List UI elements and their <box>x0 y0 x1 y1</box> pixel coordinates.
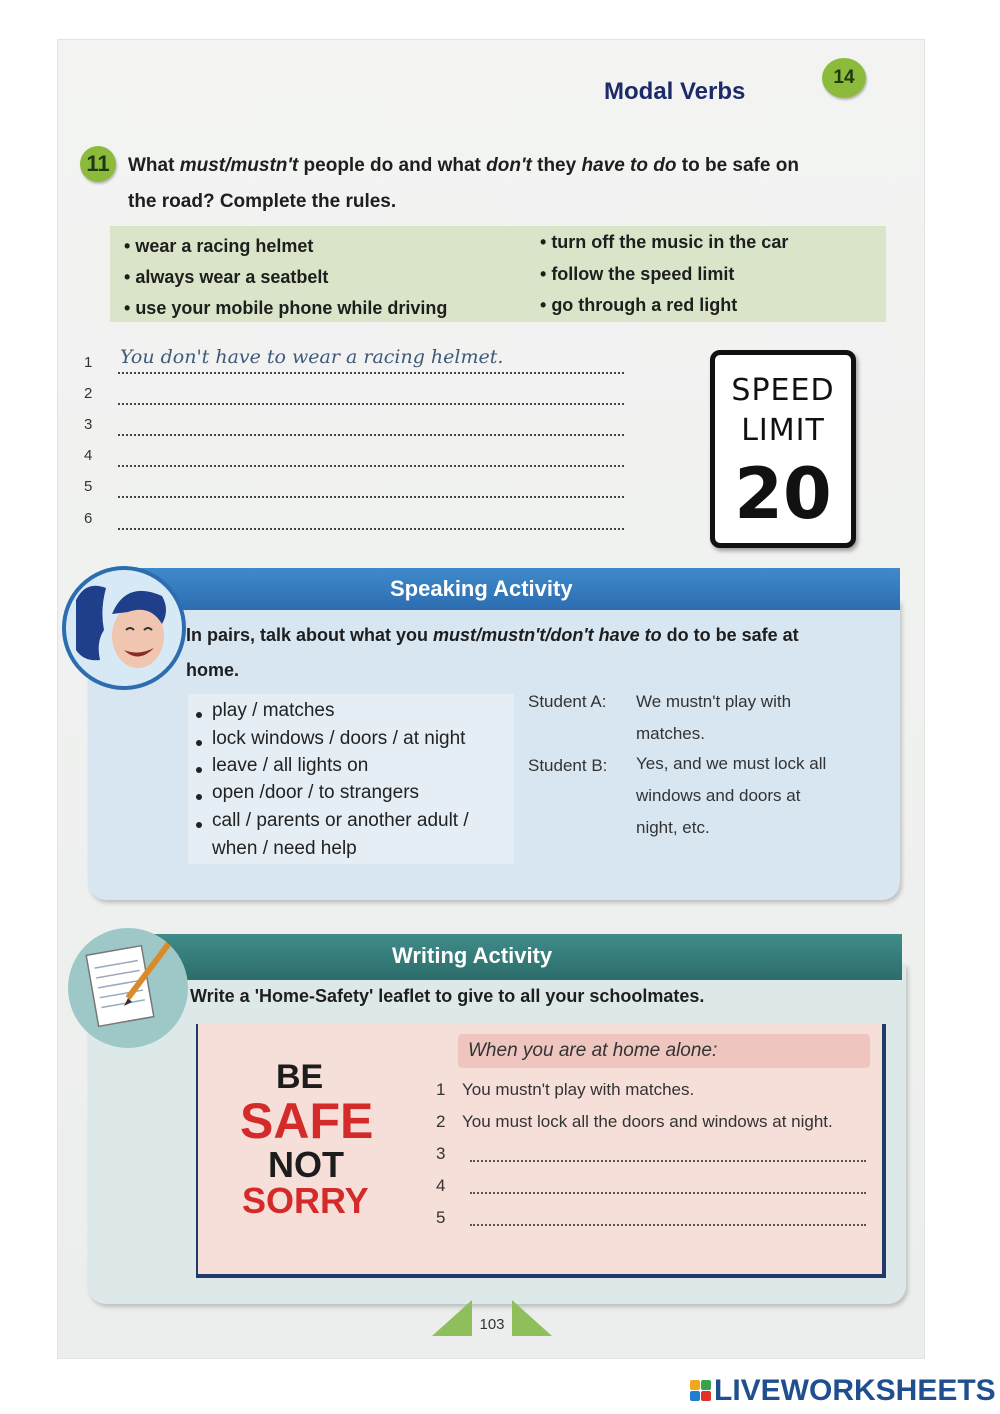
worksheet-page <box>58 40 924 1358</box>
instr-slash: / <box>225 155 231 176</box>
dialogue-line: Yes, and we must lock all <box>636 754 827 773</box>
phrase-item: • go through a red light <box>540 295 737 316</box>
dialogue-line: We mustn't play with <box>636 692 792 711</box>
instr-must: must <box>433 625 477 645</box>
answer-number: 6 <box>84 510 93 527</box>
chapter-title: Modal Verbs <box>604 78 746 105</box>
writing-title-bar <box>136 934 902 980</box>
dialogue-speaker: Student A: <box>528 692 607 711</box>
prompt-item: when / need help <box>212 838 357 859</box>
line-dotted <box>470 1192 866 1194</box>
speaking-title: Speaking Activity <box>390 576 573 601</box>
speaking-faces-icon <box>62 566 186 690</box>
bullet-icon <box>196 767 202 773</box>
dialogue-line: night, etc. <box>636 818 710 837</box>
dialogue-line: windows and doors at <box>636 786 801 805</box>
answer-line-5[interactable] <box>84 476 624 502</box>
answer-line-3[interactable] <box>84 414 624 440</box>
slogan-sorry: SORRY <box>242 1180 369 1221</box>
instr-slash: / <box>476 625 482 645</box>
leaflet-line-4[interactable] <box>436 1174 866 1200</box>
triangle-right-icon <box>512 1300 552 1336</box>
instr-text: In pairs, talk about what you <box>186 625 434 645</box>
leaflet-line-3[interactable] <box>436 1142 866 1168</box>
phrase-item: • follow the speed limit <box>540 264 734 285</box>
leaflet-heading: When you are at home alone: <box>468 1040 718 1061</box>
phrase-box <box>110 226 886 322</box>
phrase-item: • wear a racing helmet <box>124 236 313 257</box>
answer-number: 5 <box>84 478 93 495</box>
speaking-title-bar <box>130 568 900 610</box>
phrase-item: • always wear a seatbelt <box>124 267 328 288</box>
dialogue-line: matches. <box>636 724 705 743</box>
phrase-item: • use your mobile phone while driving <box>124 298 447 319</box>
answer-number: 3 <box>84 416 93 433</box>
writing-title: Writing Activity <box>392 943 553 968</box>
line-dotted <box>470 1160 866 1162</box>
answer-number: 4 <box>84 447 93 464</box>
slogan-be: BE <box>276 1058 324 1096</box>
prompt-item: leave / all lights on <box>212 755 369 776</box>
answer-dotted-line <box>118 528 624 530</box>
leaflet-heading-box <box>458 1034 870 1068</box>
sign-limit-text: LIMIT <box>741 413 825 448</box>
writing-instruction: Write a 'Home-Safety' leaflet to give to all your schoolmates. <box>190 986 705 1006</box>
prompt-item: call / parents or another adult / <box>212 810 469 831</box>
bullet-icon <box>196 822 202 828</box>
slogan-not: NOT <box>268 1144 344 1185</box>
bullet-icon <box>196 740 202 746</box>
instr-line2: home. <box>186 660 240 680</box>
bullet-icon <box>196 794 202 800</box>
answer-line-4[interactable] <box>84 445 624 471</box>
instr-must: must <box>179 155 226 176</box>
answer-line-1[interactable] <box>84 346 624 378</box>
answer-line-6[interactable] <box>84 508 624 534</box>
instr-dont-have-to: don't have to <box>550 625 662 645</box>
speaking-instruction <box>186 618 886 688</box>
bullet-icon <box>196 712 202 718</box>
line-dotted <box>470 1224 866 1226</box>
line-number: 3 <box>436 1144 446 1163</box>
leaflet-line-5[interactable] <box>436 1206 866 1232</box>
answer-line-2[interactable] <box>84 383 624 409</box>
answer-dotted-line <box>118 496 624 498</box>
instr-text: What <box>128 155 180 176</box>
prompt-item: lock windows / doors / at night <box>212 728 466 749</box>
instr-text: to be safe on <box>676 155 799 176</box>
liveworksheets-logo-icon <box>690 1380 710 1400</box>
unit-number-badge: 14 <box>822 58 866 98</box>
instr-have-to-do: have to do <box>581 155 677 176</box>
instr-slash: / <box>545 625 551 645</box>
line-text: You mustn't play with matches. <box>462 1080 695 1099</box>
instr-mustnt: mustn't <box>230 155 299 176</box>
slogan-safe: SAFE <box>240 1093 374 1149</box>
leaflet-line-2 <box>436 1110 866 1136</box>
triangle-left-icon <box>432 1300 472 1336</box>
exercise-number-badge: 11 <box>80 146 116 182</box>
prompt-item: play / matches <box>212 700 335 721</box>
instr-mustnt: mustn't <box>481 625 546 645</box>
line-number: 1 <box>436 1080 446 1099</box>
leaflet-line-1 <box>436 1078 866 1104</box>
answer-number: 2 <box>84 385 93 402</box>
safety-leaflet <box>196 1024 886 1278</box>
answer-number: 1 <box>84 354 93 371</box>
phrase-item: • turn off the music in the car <box>540 232 788 253</box>
instr-text: do to be safe at <box>661 625 799 645</box>
prompt-item: open /door / to strangers <box>212 782 420 803</box>
answer-dotted-line <box>118 372 624 374</box>
instr-text: they <box>531 155 582 176</box>
instr-dont: don't <box>486 155 532 176</box>
exercise-instruction <box>128 148 888 220</box>
instr-text: people do and what <box>298 155 487 176</box>
liveworksheets-watermark: LIVEWORKSHEETS <box>714 1374 996 1407</box>
page-number-marker <box>432 1296 552 1340</box>
dialogue-speaker: Student B: <box>528 756 608 775</box>
line-number: 5 <box>436 1208 446 1227</box>
instr-line2: the road? Complete the rules. <box>128 191 397 212</box>
answer-dotted-line <box>118 465 624 467</box>
answer-handwritten-text: You don't have to wear a racing helmet. <box>120 346 504 368</box>
line-text: You must lock all the doors and windows at night. <box>462 1112 833 1131</box>
page-number: 103 <box>479 1316 505 1333</box>
answer-dotted-line <box>118 434 624 436</box>
notepad-pencil-icon <box>68 928 188 1048</box>
line-number: 2 <box>436 1112 446 1131</box>
speed-limit-sign <box>710 350 856 548</box>
speaking-prompt-list <box>188 694 514 864</box>
answer-dotted-line <box>118 403 624 405</box>
line-number: 4 <box>436 1176 446 1195</box>
sign-number: 20 <box>734 453 832 535</box>
sign-speed-text: SPEED <box>731 373 835 408</box>
